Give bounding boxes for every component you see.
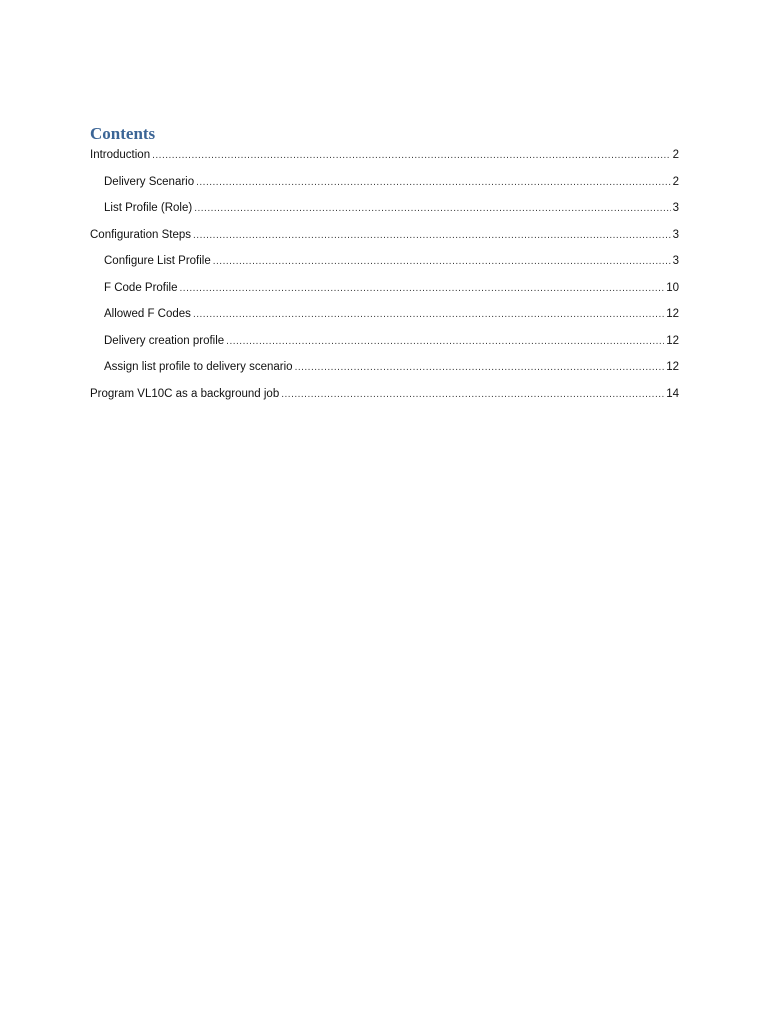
toc-list	[90, 145, 679, 410]
toc-entry-configure-list-profile[interactable]	[90, 251, 679, 278]
toc-entry-page-number: 12	[666, 334, 679, 347]
toc-entry-list-profile-role[interactable]	[90, 198, 679, 225]
toc-entry-page-number: 10	[666, 281, 679, 294]
toc-entry-page-number: 2	[672, 149, 679, 161]
toc-entry-page-number: 3	[672, 228, 679, 241]
toc-entry-page-number: 3	[672, 255, 679, 267]
toc-entry-title: F Code Profile	[104, 281, 178, 294]
dot-leader	[180, 279, 665, 299]
dot-leader	[152, 146, 670, 166]
toc-entry-allowed-f-codes[interactable]	[90, 304, 679, 331]
toc-heading: Contents	[90, 124, 156, 143]
toc-entry-title: Introduction	[90, 149, 151, 161]
dot-leader	[194, 199, 670, 219]
toc-entry-page-number: 12	[666, 308, 679, 320]
dot-leader	[281, 385, 664, 405]
toc-entry-delivery-scenario[interactable]	[90, 172, 679, 199]
dot-leader	[193, 305, 664, 325]
toc-entry-title: Configuration Steps	[90, 228, 192, 241]
toc-entry-title: Configure List Profile	[104, 255, 211, 267]
dot-leader	[196, 173, 670, 193]
toc-entry-page-number: 3	[672, 202, 679, 214]
table-of-contents	[90, 124, 679, 410]
toc-entry-introduction[interactable]	[90, 145, 679, 172]
toc-entry-title: Program VL10C as a background job	[90, 387, 280, 400]
dot-leader	[193, 226, 671, 246]
toc-entry-page-number: 14	[666, 387, 679, 400]
toc-entry-page-number: 12	[666, 361, 679, 373]
toc-entry-delivery-creation-profile[interactable]	[90, 331, 679, 358]
dot-leader	[226, 332, 664, 352]
toc-entry-program-vl10c[interactable]	[90, 384, 679, 411]
toc-entry-assign-list-profile[interactable]	[90, 357, 679, 384]
toc-entry-page-number: 2	[672, 175, 679, 188]
toc-entry-configuration-steps[interactable]	[90, 225, 679, 252]
dot-leader	[213, 252, 671, 272]
toc-entry-f-code-profile[interactable]	[90, 278, 679, 305]
toc-entry-title: Delivery creation profile	[104, 334, 225, 347]
toc-entry-title: Delivery Scenario	[104, 175, 195, 188]
dot-leader	[295, 358, 665, 378]
toc-entry-title: Assign list profile to delivery scenario	[104, 361, 293, 373]
toc-entry-title: List Profile (Role)	[104, 202, 193, 214]
toc-entry-title: Allowed F Codes	[104, 308, 191, 320]
